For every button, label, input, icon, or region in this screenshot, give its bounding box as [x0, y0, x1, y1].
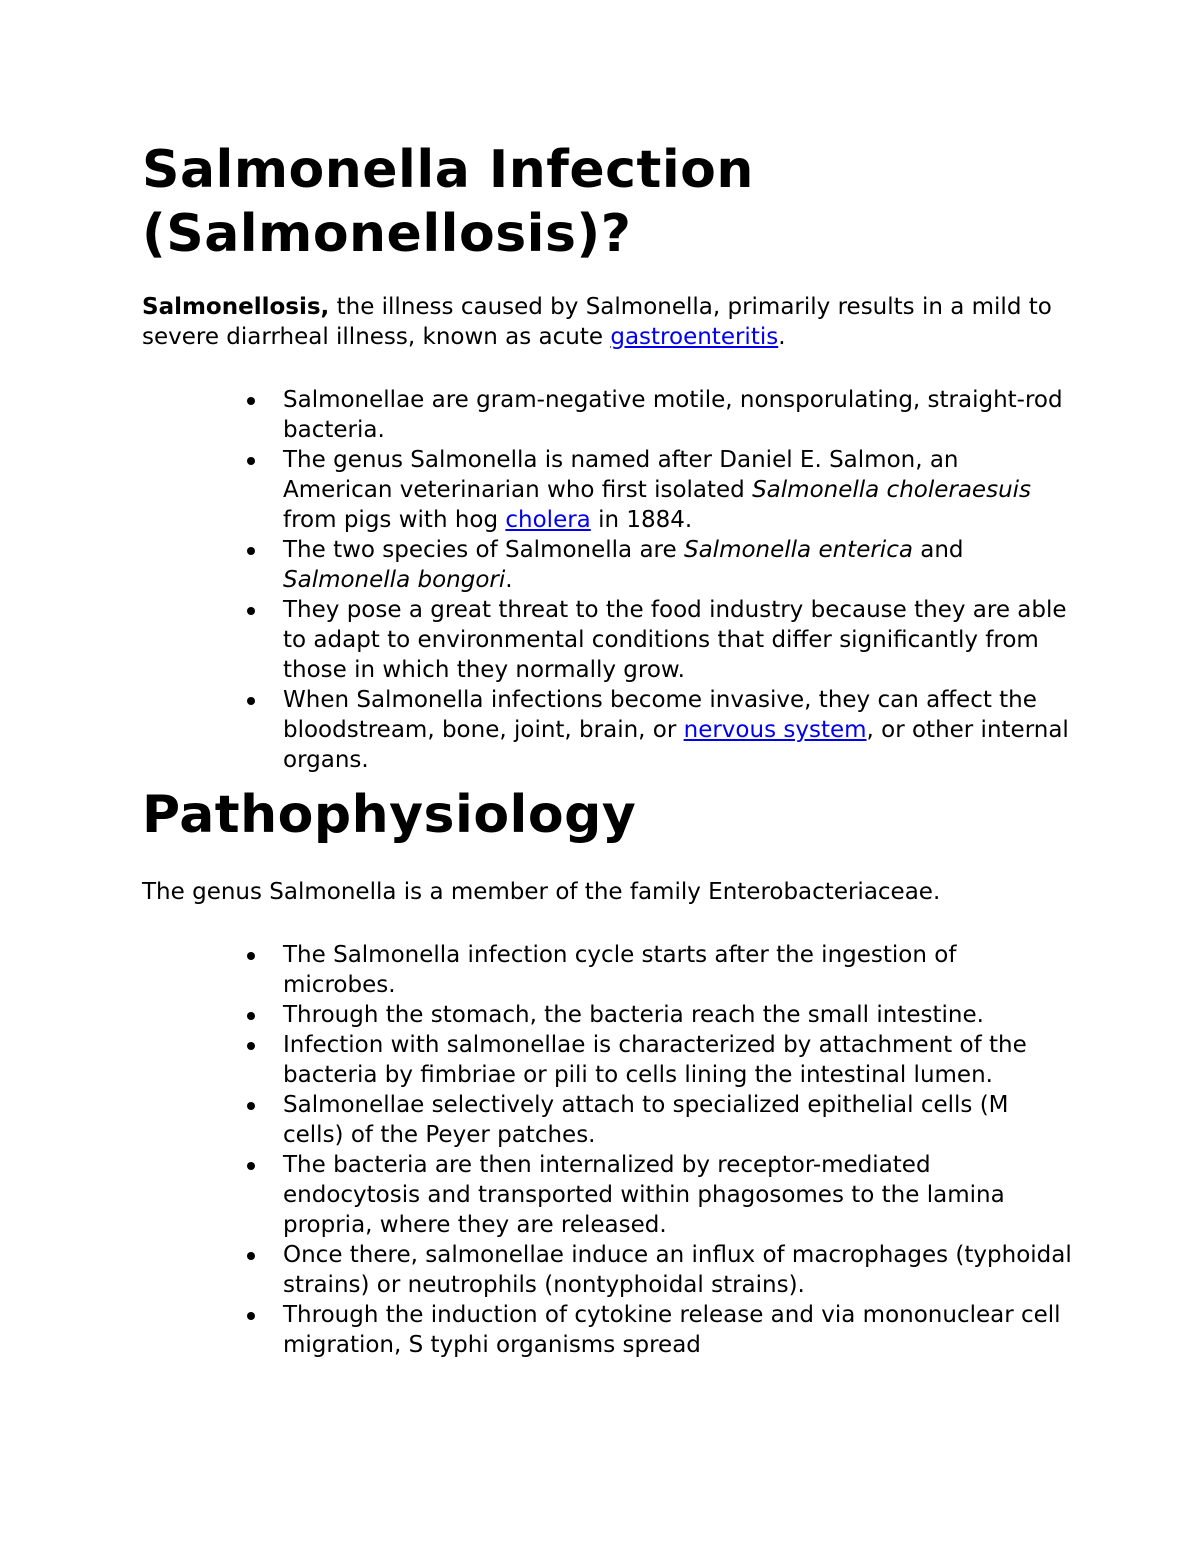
list-item-text: The bacteria are then internalized by receptor-mediated endocytosis and transported within phagosomes to the lamina propria, where they are released.	[283, 1152, 1005, 1238]
overview-bullet-list	[142, 385, 1072, 775]
list-item-text: The two species of Salmonella are	[283, 537, 684, 563]
bullet-icon	[247, 457, 255, 465]
intro-end: .	[778, 324, 786, 350]
list-item	[142, 1240, 1072, 1300]
list-item	[142, 1090, 1072, 1150]
list-item-text: Infection with salmonellae is characterized by attachment of the bacteria by fimbriae or pili to cells lining the intestinal lumen.	[283, 1032, 1027, 1088]
species-name: Salmonella choleraesuis	[752, 477, 1032, 503]
bullet-icon	[247, 1312, 255, 1320]
bullet-icon	[247, 1012, 255, 1020]
list-item	[142, 445, 1072, 535]
list-item	[142, 1000, 1072, 1030]
list-item	[142, 940, 1072, 1000]
species-name: Salmonella enterica	[683, 537, 913, 563]
list-item-text: Salmonellae selectively attach to specialized epithelial cells (M cells) of the Peyer patches.	[283, 1092, 1009, 1148]
species-name: Salmonella bongori	[283, 567, 506, 593]
list-item-text: The Salmonella infection cycle starts after the ingestion of microbes.	[283, 942, 957, 998]
intro-paragraph	[142, 292, 1072, 352]
document-content	[142, 138, 1072, 1360]
list-item	[142, 1030, 1072, 1090]
list-item-text: .	[505, 567, 513, 593]
section-intro-paragraph: The genus Salmonella is a member of the family Enterobacteriaceae.	[142, 879, 941, 905]
list-item-text: and	[912, 537, 964, 563]
gastroenteritis-link[interactable]: gastroenteritis	[610, 324, 779, 350]
bullet-icon	[247, 547, 255, 555]
list-item-text: The genus Salmonella is named after Daniel E. Salmon, an American veterinarian who first isolated	[283, 447, 959, 503]
bullet-icon	[247, 952, 255, 960]
list-item	[142, 685, 1072, 775]
bullet-icon	[247, 607, 255, 615]
nervous-system-link[interactable]: nervous system	[683, 717, 867, 743]
bullet-icon	[247, 397, 255, 405]
page-title: Salmonella Infection (Salmonellosis)?	[142, 140, 754, 264]
bullet-icon	[247, 1252, 255, 1260]
list-item-text: Salmonellae are gram-negative motile, nonsporulating, straight-rod bacteria.	[283, 387, 1063, 443]
list-item-text: Once there, salmonellae induce an influx of macrophages (typhoidal strains) or neutrophils (nontyphoidal strains).	[283, 1242, 1072, 1298]
list-item	[142, 595, 1072, 685]
list-item	[142, 1300, 1072, 1360]
intro-text: the illness caused by Salmonella, primarily results in a mild to severe diarrheal illness, known as acute	[142, 294, 1052, 350]
pathophysiology-bullet-list	[142, 940, 1072, 1360]
list-item	[142, 1150, 1072, 1240]
section-heading: Pathophysiology	[142, 785, 637, 845]
bullet-icon	[247, 697, 255, 705]
list-item-text: They pose a great threat to the food industry because they are able to adapt to environmental conditions that differ significantly from those in which they normally grow.	[283, 597, 1067, 683]
bullet-icon	[247, 1042, 255, 1050]
cholera-link[interactable]: cholera	[505, 507, 591, 533]
bullet-icon	[247, 1162, 255, 1170]
list-item-text: from pigs with hog	[283, 507, 506, 533]
list-item-text: in 1884.	[590, 507, 693, 533]
list-item-text: Through the stomach, the bacteria reach the small intestine.	[283, 1002, 984, 1028]
list-item-text: Through the induction of cytokine release and via mononuclear cell migration, S typhi organisms spread	[283, 1302, 1061, 1358]
list-item-text: , or other internal organs.	[283, 717, 1069, 773]
list-item	[142, 535, 1072, 595]
list-item	[142, 385, 1072, 445]
intro-term: Salmonellosis,	[142, 294, 330, 320]
list-item-text: When Salmonella infections become invasive, they can affect the bloodstream, bone, joint, brain, or	[283, 687, 1037, 743]
bullet-icon	[247, 1102, 255, 1110]
